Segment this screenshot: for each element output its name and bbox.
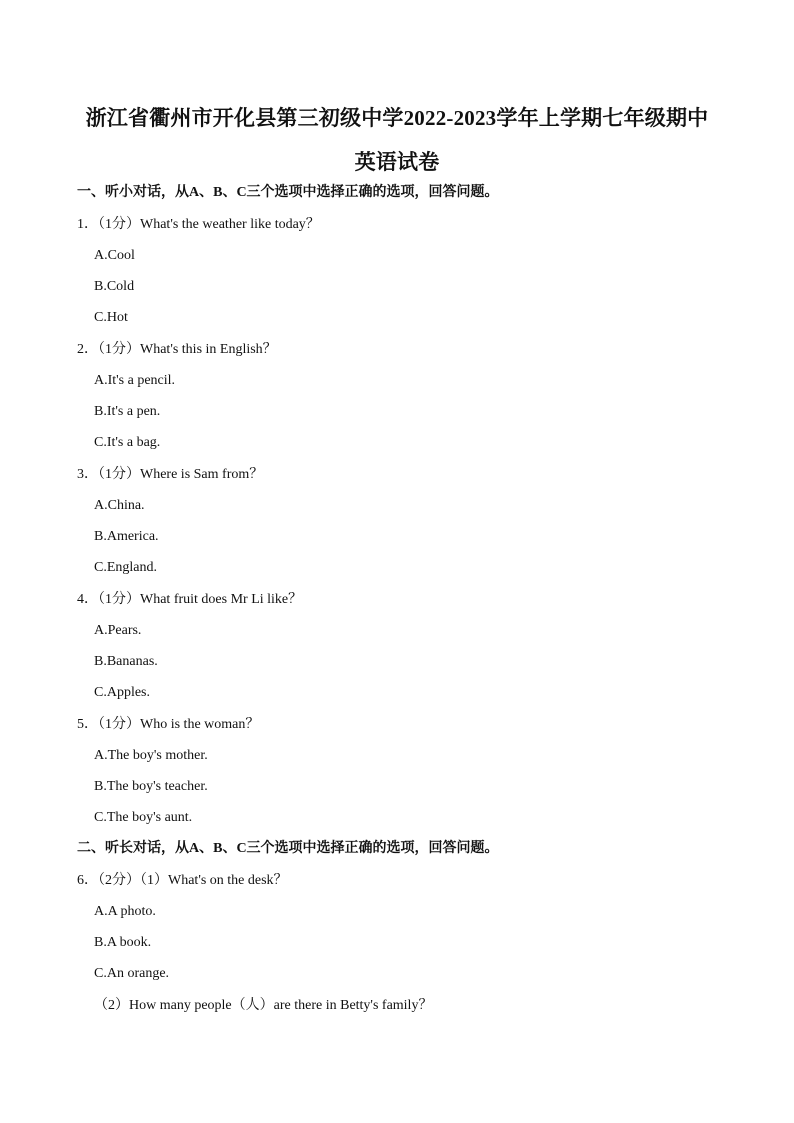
question-prompt: 1．（1分）What's the weather like today？ — [77, 217, 320, 232]
answer-option: A.It's a pencil. — [94, 373, 176, 388]
answer-option: A.The boy's mother. — [94, 748, 208, 763]
section-heading: 一、听小对话，从A、B、C三个选项中选择正确的选项，回答问题。 — [77, 185, 499, 200]
answer-option: C.England. — [94, 560, 157, 575]
answer-option: C.It's a bag. — [94, 435, 161, 450]
answer-option: B.America. — [94, 529, 159, 544]
exam-title: 浙江省衢州市开化县第三初级中学2022-2023学年上学期七年级期中 — [85, 106, 709, 130]
answer-option: B.A book. — [94, 935, 152, 950]
question-prompt: 5．（1分）Who is the woman？ — [77, 717, 260, 732]
question-prompt: 2．（1分）What's this in English？ — [77, 342, 277, 357]
answer-option: A.A photo. — [94, 904, 156, 919]
sub-question-prompt: （2）How many people（人）are there in Betty's family？ — [94, 998, 433, 1013]
answer-option: B.The boy's teacher. — [94, 779, 208, 794]
section-heading: 二、听长对话，从A、B、C三个选项中选择正确的选项，回答问题。 — [77, 841, 499, 856]
answer-option: B.Bananas. — [94, 654, 158, 669]
exam-subtitle: 英语试卷 — [354, 150, 440, 174]
answer-option: C.The boy's aunt. — [94, 810, 193, 825]
answer-option: A.China. — [94, 498, 145, 513]
answer-option: C.Apples. — [94, 685, 150, 700]
answer-option: A.Cool — [94, 248, 135, 263]
answer-option: C.Hot — [94, 310, 128, 325]
question-prompt: 3．（1分）Where is Sam from？ — [77, 467, 264, 482]
answer-option: C.An orange. — [94, 966, 170, 981]
question-prompt: 6．（2分）（1）What's on the desk？ — [77, 873, 288, 888]
answer-option: B.It's a pen. — [94, 404, 161, 419]
answer-option: B.Cold — [94, 279, 135, 294]
question-prompt: 4．（1分）What fruit does Mr Li like？ — [77, 592, 303, 607]
answer-option: A.Pears. — [94, 623, 142, 638]
